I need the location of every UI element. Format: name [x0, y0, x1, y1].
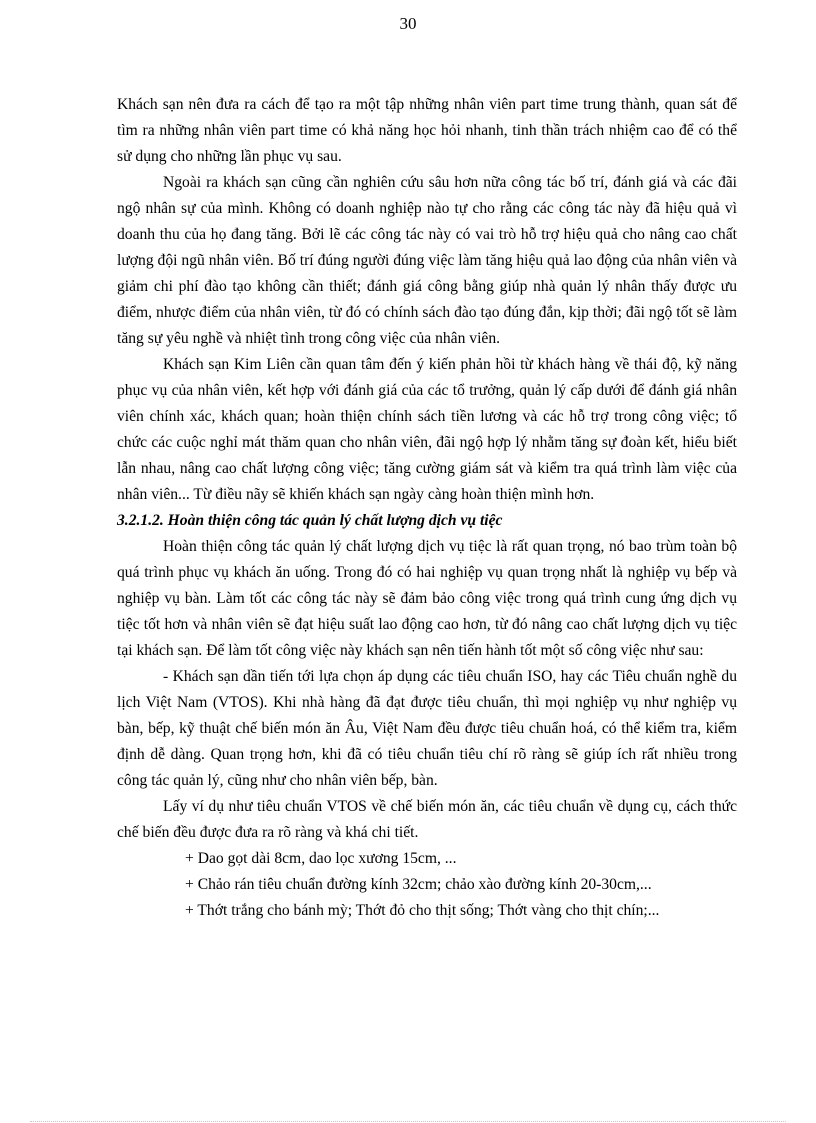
paragraph: Ngoài ra khách sạn cũng cần nghiên cứu sâu hơn nữa công tác bố trí, đánh giá và các đãi ngộ nhân sự của mình. Không có doanh nghiệp nào tự cho rằng các công tác này đã hiệu quả vì doanh thu của họ đang tăng. Bởi lẽ các công tác này có vai trò hỗ trợ hiệu quả cho nâng cao chất lượng đội ngũ nhân viên. Bố trí đúng người đúng việc làm tăng hiệu quả lao động của nhân viên và giảm chi phí đào tạo không cần thiết; đánh giá công bằng giúp nhà quản lý nhân thấy được ưu điểm, nhược điểm của nhân viên, từ đó có chính sách đào tạo đúng đắn, kịp thời; đãi ngộ tốt sẽ làm tăng sự yêu nghề và nhiệt tình trong công việc của nhân viên.: [117, 174, 737, 347]
paragraph: Lấy ví dụ như tiêu chuẩn VTOS về chế biến món ăn, các tiêu chuẩn về dụng cụ, cách thức chế biến đều được đưa ra rõ ràng và khá chi tiết.: [117, 798, 737, 841]
section-heading: 3.2.1.2. Hoàn thiện công tác quản lý chất lượng dịch vụ tiệc: [117, 512, 503, 529]
dash-list-item: - Khách sạn dần tiến tới lựa chọn áp dụng các tiêu chuẩn ISO, hay các Tiêu chuẩn nghề du lịch Việt Nam (VTOS). Khi nhà hàng đã đạt được tiêu chuẩn, thì mọi nghiệp vụ như nghiệp vụ bàn, bếp, kỹ thuật chế biến món ăn Âu, Việt Nam đều được tiêu chuẩn hoá, có thể kiểm tra, kiểm định dễ dàng. Quan trọng hơn, khi đã có tiêu chuẩn tiêu chí rõ ràng sẽ giúp ích rất nhiều trong công tác quản lý, cũng như cho nhân viên bếp, bàn.: [117, 668, 737, 789]
page-number: 30: [399, 14, 417, 33]
plus-list-item: + Dao gọt dài 8cm, dao lọc xương 15cm, ...: [185, 850, 457, 867]
document-body: [117, 92, 737, 924]
plus-list-item: + Thớt trắng cho bánh mỳ; Thớt đỏ cho thịt sống; Thớt vàng cho thịt chín;...: [185, 902, 660, 919]
plus-list-item: + Chảo rán tiêu chuẩn đường kính 32cm; chảo xào đường kính 20-30cm,...: [185, 876, 652, 893]
paragraph: Khách sạn Kim Liên cần quan tâm đến ý kiến phản hồi từ khách hàng về thái độ, kỹ năng phục vụ của nhân viên, kết hợp với đánh giá của các tổ trưởng, quản lý cấp dưới để đánh giá nhân viên chính xác, khách quan; hoàn thiện chính sách tiền lương và các hỗ trợ trong công việc; tổ chức các cuộc nghỉ mát thăm quan cho nhân viên, đãi ngộ hợp lý nhằm tăng sự đoàn kết, hiểu biết lẫn nhau, nâng cao chất lượng công việc; tăng cường giám sát và kiểm tra quá trình làm việc của nhân viên... Từ điều nãy sẽ khiến khách sạn ngày càng hoàn thiện mình hơn.: [117, 356, 737, 503]
paragraph: Hoàn thiện công tác quản lý chất lượng dịch vụ tiệc là rất quan trọng, nó bao trùm toàn bộ quá trình phục vụ khách ăn uống. Trong đó có hai nghiệp vụ quan trọng nhất là nghiệp vụ bếp và nghiệp vụ bàn. Làm tốt các công tác này sẽ đảm bảo công việc trong quá trình cung ứng dịch vụ tiệc tốt hơn và nhân viên sẽ đạt hiệu suất lao động cao hơn, từ đó nâng cao chất lượng dịch vụ tiệc tại khách sạn. Để làm tốt công việc này khách sạn nên tiến hành tốt một số công việc như sau:: [117, 538, 737, 659]
paragraph: Khách sạn nên đưa ra cách để tạo ra một tập những nhân viên part time trung thành, quan sát để tìm ra những nhân viên part time có khả năng học hỏi nhanh, tinh thần trách nhiệm cao để có thể sử dụng cho những lần phục vụ sau.: [117, 96, 737, 165]
footer-divider: [30, 1121, 786, 1122]
